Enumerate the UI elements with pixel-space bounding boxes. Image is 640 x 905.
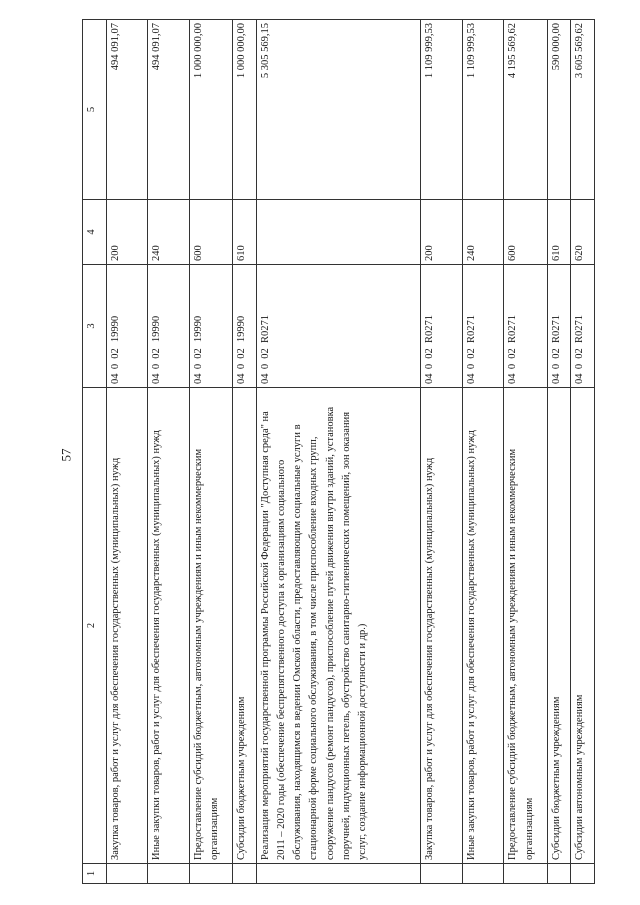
row-name-cell: Субсидии автономным учреждениям [571,388,595,864]
row-sum-cell: 1 109 999,53 [462,20,504,200]
code-part-3: 02 [424,348,436,359]
code-part-4: 19990 [109,315,121,343]
code-part-4: 19990 [151,315,163,343]
row-vr-cell: 610 [547,200,571,265]
row-sum-cell: 1 000 000,00 [189,20,232,200]
table-row [571,20,595,884]
code-part-3: 02 [259,348,271,359]
code-part-1: 04 [550,373,562,384]
code-part-2: 0 [235,363,247,370]
code-part-1: 04 [507,373,519,384]
row-sum-cell: 590 000,00 [547,20,571,200]
code-part-2: 0 [192,363,204,370]
code-part-3: 02 [235,348,247,359]
code-part-4: 19990 [235,315,247,343]
row-sum-cell: 1 109 999,53 [421,20,463,200]
row-code-cell [232,265,256,388]
row-vr-cell [256,200,421,265]
row-sum-cell: 494 091,07 [148,20,190,200]
code-part-1: 04 [235,373,247,384]
row-vr-cell: 240 [462,200,504,265]
row-code-cell [547,265,571,388]
row-name-cell: Иные закупки товаров, работ и услуг для обеспечения государственных (муниципальных) нужд [462,388,504,864]
page-number: 57 [58,448,73,462]
code-part-2: 0 [465,363,477,370]
row-index-cell [462,864,504,884]
code-part-1: 04 [151,373,163,384]
row-code-cell [571,265,595,388]
code-part-3: 02 [550,348,562,359]
row-vr-cell: 620 [571,200,595,265]
table-row [106,20,148,884]
table-header-row [83,20,107,884]
code-part-4: R0271 [507,315,519,344]
table-row [148,20,190,884]
row-index-cell [571,864,595,884]
row-code-cell [106,265,148,388]
row-index-cell [232,864,256,884]
table-row [547,20,571,884]
code-part-2: 0 [259,363,271,370]
row-code-cell [256,265,421,388]
row-code-cell [462,265,504,388]
row-code-cell [504,265,547,388]
row-index-cell [421,864,463,884]
row-vr-cell: 600 [189,200,232,265]
row-code-cell [189,265,232,388]
row-vr-cell: 240 [148,200,190,265]
row-vr-cell: 200 [106,200,148,265]
code-part-4: R0271 [424,315,436,344]
code-part-3: 02 [151,348,163,359]
code-part-1: 04 [465,373,477,384]
row-name-cell: Закупка товаров, работ и услуг для обеспечения государственных (муниципальных) нужд [421,388,463,864]
table-row [462,20,504,884]
header-col-2: 2 [83,388,107,864]
header-col-1: 1 [83,864,107,884]
code-part-1: 04 [574,373,586,384]
code-part-2: 0 [574,363,586,370]
header-col-3: 3 [83,265,107,388]
code-part-2: 0 [507,363,519,370]
row-name-cell: Закупка товаров, работ и услуг для обеспечения государственных (муниципальных) нужд [106,388,148,864]
code-part-1: 04 [424,373,436,384]
code-part-3: 02 [507,348,519,359]
budget-table [82,19,595,884]
row-sum-cell: 4 195 569,62 [504,20,547,200]
code-part-2: 0 [424,363,436,370]
row-name-cell: Субсидии бюджетным учреждениям [232,388,256,864]
row-index-cell [504,864,547,884]
row-code-cell [421,265,463,388]
code-part-3: 02 [465,348,477,359]
row-vr-cell: 610 [232,200,256,265]
code-part-2: 0 [151,363,163,370]
code-part-3: 02 [109,348,121,359]
row-sum-cell: 5 305 569,15 [256,20,421,200]
row-name-cell: Предоставление субсидий бюджетным, автономным учреждениям и иным некоммерческим организациям [189,388,232,864]
row-index-cell [106,864,148,884]
row-index-cell [148,864,190,884]
code-part-2: 0 [550,363,562,370]
table-row [232,20,256,884]
row-vr-cell: 600 [504,200,547,265]
table-row [421,20,463,884]
document-sheet [82,20,595,884]
row-index-cell [547,864,571,884]
code-part-4: R0271 [259,315,271,344]
code-part-1: 04 [259,373,271,384]
row-sum-cell: 3 605 569,62 [571,20,595,200]
code-part-3: 02 [192,348,204,359]
row-name-cell: Иные закупки товаров, работ и услуг для обеспечения государственных (муниципальных) нужд [148,388,190,864]
code-part-1: 04 [192,373,204,384]
code-part-2: 0 [109,363,121,370]
code-part-4: R0271 [465,315,477,344]
table-row [189,20,232,884]
row-name-cell: Реализация мероприятий государственной программы Российской Федерации "Доступная среда" на 2011 – 2020 годы (обеспечение беспрепятственного доступа к организациям социального обслуживания, находящимся в ведении Омской области, предоставляющим социальные услуги в стационарной форме социального обслуживания, в том числе приспособление входных групп, сооружение пандусов (ремонт пандусов), приспособление путей движения внутри зданий, установка поручней, индукционных петель, обустройство санитарно-гигиенических помещений, зон оказания услуг, создание информационной доступности и др.) [256,388,421,864]
code-part-4: 19990 [192,315,204,343]
code-part-1: 04 [109,373,121,384]
header-col-4: 4 [83,200,107,265]
row-vr-cell: 200 [421,200,463,265]
table-row [504,20,547,884]
code-part-3: 02 [574,348,586,359]
row-index-cell [256,864,421,884]
row-index-cell [189,864,232,884]
code-part-4: R0271 [574,315,586,344]
row-name-cell: Субсидии бюджетным учреждениям [547,388,571,864]
row-sum-cell: 494 091,07 [106,20,148,200]
header-col-5: 5 [83,20,107,200]
code-part-4: R0271 [550,315,562,344]
table-row [256,20,421,884]
row-code-cell [148,265,190,388]
row-name-cell: Предоставление субсидий бюджетным, автономным учреждениям и иным некоммерческим организациям [504,388,547,864]
row-sum-cell: 1 000 000,00 [232,20,256,200]
